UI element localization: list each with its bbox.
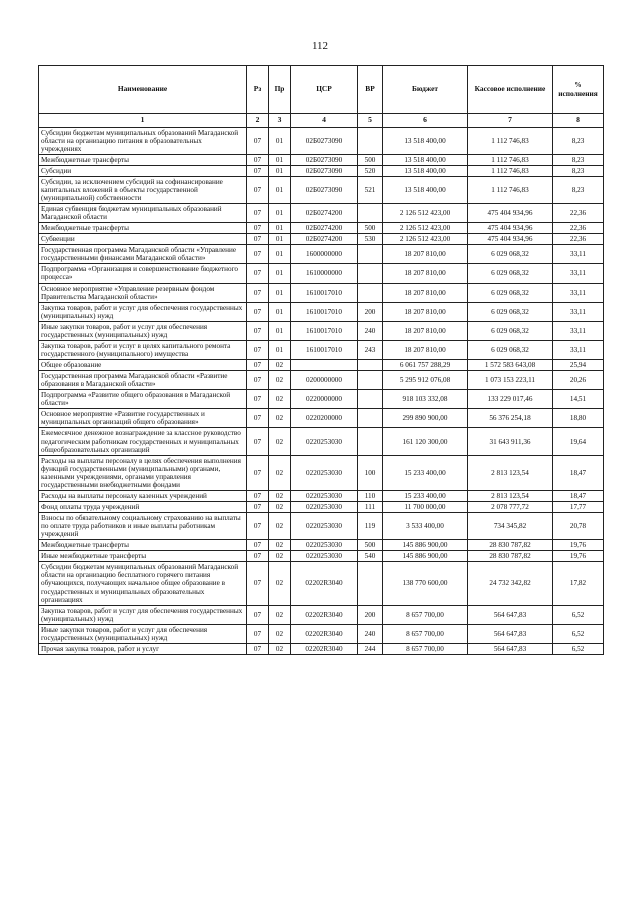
- cell-rz: 07: [247, 643, 269, 654]
- cell-csr: 0220253030: [291, 501, 358, 512]
- table-row: [39, 360, 604, 371]
- cell-vr: 540: [358, 551, 383, 562]
- cell-pr: 02: [269, 643, 291, 654]
- cell-pr: 01: [269, 234, 291, 245]
- cell-vr: [358, 428, 383, 455]
- cell-kassa: 56 376 254,18: [468, 409, 553, 428]
- cell-rz: 07: [247, 223, 269, 234]
- cell-rz: 07: [247, 360, 269, 371]
- cell-rz: 07: [247, 264, 269, 283]
- column-number: 1: [39, 114, 247, 128]
- cell-pr: 02: [269, 501, 291, 512]
- cell-name: Подпрограмма «Развитие общего образования в Магаданской области»: [39, 390, 247, 409]
- cell-vr: 500: [358, 223, 383, 234]
- cell-pct: 22,36: [553, 234, 604, 245]
- cell-pct: 22,36: [553, 223, 604, 234]
- cell-vr: 521: [358, 176, 383, 203]
- cell-name: Основное мероприятие «Развитие государственных и муниципальных организаций общего образования»: [39, 409, 247, 428]
- cell-budget: 18 207 810,00: [383, 302, 468, 321]
- table-row: [39, 223, 604, 234]
- cell-name: Субсидии бюджетам муниципальных образований Магаданской области на организацию бесплатного горячего питания обучающихся, получающих начальное общее образование в государственных и муниципальных образовательных организациях: [39, 562, 247, 605]
- column-number: 4: [291, 114, 358, 128]
- cell-pr: 01: [269, 264, 291, 283]
- table-row: [39, 165, 604, 176]
- table-row: [39, 409, 604, 428]
- cell-pr: 01: [269, 321, 291, 340]
- cell-name: Государственная программа Магаданской области «Развитие образования в Магаданской области»: [39, 371, 247, 390]
- cell-rz: 07: [247, 605, 269, 624]
- cell-rz: 07: [247, 501, 269, 512]
- cell-budget: 18 207 810,00: [383, 283, 468, 302]
- cell-pr: 01: [269, 204, 291, 223]
- cell-pr: 02: [269, 513, 291, 540]
- table-row: [39, 371, 604, 390]
- cell-kassa: 133 229 017,46: [468, 390, 553, 409]
- cell-pct: 19,64: [553, 428, 604, 455]
- cell-name: Фонд оплаты труда учреждений: [39, 501, 247, 512]
- cell-rz: 07: [247, 428, 269, 455]
- cell-rz: 07: [247, 245, 269, 264]
- cell-budget: 13 518 400,00: [383, 165, 468, 176]
- cell-vr: [358, 127, 383, 154]
- cell-vr: 240: [358, 321, 383, 340]
- cell-name: Субвенции: [39, 234, 247, 245]
- cell-pct: 14,51: [553, 390, 604, 409]
- table-row: [39, 302, 604, 321]
- table-row: [39, 283, 604, 302]
- cell-pct: 18,47: [553, 455, 604, 490]
- column-number: 7: [468, 114, 553, 128]
- cell-budget: 15 233 400,00: [383, 490, 468, 501]
- cell-vr: 500: [358, 540, 383, 551]
- cell-csr: 1610017010: [291, 321, 358, 340]
- cell-kassa: 6 029 068,32: [468, 340, 553, 359]
- table-row: [39, 605, 604, 624]
- cell-csr: 02202R3040: [291, 624, 358, 643]
- cell-name: Межбюджетные трансферты: [39, 223, 247, 234]
- cell-name: Государственная программа Магаданской области «Управление государственными финансами Магаданской области»: [39, 245, 247, 264]
- cell-pct: 33,11: [553, 283, 604, 302]
- cell-vr: 200: [358, 605, 383, 624]
- cell-kassa: 2 813 123,54: [468, 455, 553, 490]
- cell-kassa: 1 112 746,83: [468, 127, 553, 154]
- cell-vr: [358, 283, 383, 302]
- cell-budget: 13 518 400,00: [383, 154, 468, 165]
- cell-kassa: 6 029 068,32: [468, 245, 553, 264]
- table-row: [39, 513, 604, 540]
- cell-csr: 1610017010: [291, 283, 358, 302]
- cell-name: Расходы на выплаты персоналу в целях обеспечения выполнения функций государственными (муниципальными) органами, казенными учреждениями, органами управления государственными внебюджетными фондами: [39, 455, 247, 490]
- cell-rz: 07: [247, 127, 269, 154]
- cell-budget: 11 700 000,00: [383, 501, 468, 512]
- cell-pr: 02: [269, 390, 291, 409]
- cell-rz: 07: [247, 204, 269, 223]
- cell-vr: 500: [358, 154, 383, 165]
- cell-csr: 1610017010: [291, 302, 358, 321]
- cell-pct: 33,11: [553, 302, 604, 321]
- table-row: [39, 562, 604, 605]
- cell-budget: 138 770 600,00: [383, 562, 468, 605]
- budget-table: [38, 65, 604, 655]
- cell-csr: 0220000000: [291, 390, 358, 409]
- cell-pct: 18,80: [553, 409, 604, 428]
- cell-csr: 0200000000: [291, 371, 358, 390]
- table-row: [39, 455, 604, 490]
- column-number: 3: [269, 114, 291, 128]
- cell-pct: 33,11: [553, 264, 604, 283]
- cell-kassa: 28 830 787,82: [468, 540, 553, 551]
- table-row: [39, 245, 604, 264]
- header-rz: Рз: [247, 66, 269, 114]
- cell-name: Ежемесячное денежное вознаграждение за классное руководство педагогическим работникам государственных и муниципальных общеобразовательных организаций: [39, 428, 247, 455]
- cell-csr: 02Б0273090: [291, 165, 358, 176]
- cell-name: Прочая закупка товаров, работ и услуг: [39, 643, 247, 654]
- cell-kassa: 6 029 068,32: [468, 321, 553, 340]
- cell-budget: 18 207 810,00: [383, 340, 468, 359]
- cell-rz: 07: [247, 551, 269, 562]
- cell-vr: 243: [358, 340, 383, 359]
- cell-kassa: 2 813 123,54: [468, 490, 553, 501]
- cell-pct: 8,23: [553, 127, 604, 154]
- cell-name: Субсидии, за исключением субсидий на софинансирование капитальных вложений в объекты государственной (муниципальной) собственности: [39, 176, 247, 203]
- table-row: [39, 643, 604, 654]
- cell-rz: 07: [247, 562, 269, 605]
- cell-pct: 33,11: [553, 321, 604, 340]
- cell-name: Иные закупки товаров, работ и услуг для обеспечения государственных (муниципальных) нужд: [39, 624, 247, 643]
- cell-name: Закупка товаров, работ и услуг для обеспечения государственных (муниципальных) нужд: [39, 605, 247, 624]
- cell-name: Взносы по обязательному социальному страхованию на выплаты по оплате труда работников и иные выплаты работникам учреждений: [39, 513, 247, 540]
- cell-name: Закупка товаров, работ и услуг в целях капитального ремонта государственного (муниципального) имущества: [39, 340, 247, 359]
- cell-vr: 100: [358, 455, 383, 490]
- table-row: [39, 390, 604, 409]
- cell-kassa: 2 078 777,72: [468, 501, 553, 512]
- cell-budget: 18 207 810,00: [383, 245, 468, 264]
- column-number: 5: [358, 114, 383, 128]
- cell-kassa: 31 643 911,36: [468, 428, 553, 455]
- cell-kassa: 564 647,83: [468, 605, 553, 624]
- cell-rz: 07: [247, 302, 269, 321]
- cell-kassa: 734 345,82: [468, 513, 553, 540]
- cell-vr: 119: [358, 513, 383, 540]
- cell-kassa: 6 029 068,32: [468, 264, 553, 283]
- column-number: 6: [383, 114, 468, 128]
- cell-name: Межбюджетные трансферты: [39, 154, 247, 165]
- cell-budget: 161 120 300,00: [383, 428, 468, 455]
- cell-pr: 01: [269, 154, 291, 165]
- cell-pr: 01: [269, 245, 291, 264]
- cell-budget: 8 657 700,00: [383, 605, 468, 624]
- cell-csr: 0220253030: [291, 540, 358, 551]
- cell-budget: 8 657 700,00: [383, 624, 468, 643]
- cell-vr: [358, 371, 383, 390]
- cell-pr: 02: [269, 360, 291, 371]
- cell-kassa: 6 029 068,32: [468, 283, 553, 302]
- cell-rz: 07: [247, 513, 269, 540]
- cell-name: Иные межбюджетные трансферты: [39, 551, 247, 562]
- cell-name: Субсидии: [39, 165, 247, 176]
- header-kassa: Кассовое исполнение: [468, 66, 553, 114]
- table-row: [39, 154, 604, 165]
- cell-rz: 07: [247, 283, 269, 302]
- cell-pct: 33,11: [553, 245, 604, 264]
- cell-rz: 07: [247, 176, 269, 203]
- cell-pr: 02: [269, 624, 291, 643]
- cell-vr: [358, 562, 383, 605]
- cell-pr: 02: [269, 490, 291, 501]
- cell-rz: 07: [247, 490, 269, 501]
- header-pct: % исполнения: [553, 66, 604, 114]
- table-row: [39, 264, 604, 283]
- cell-rz: 07: [247, 455, 269, 490]
- cell-csr: 02Б0274200: [291, 204, 358, 223]
- cell-vr: 110: [358, 490, 383, 501]
- cell-kassa: 1 112 746,83: [468, 154, 553, 165]
- cell-pr: 01: [269, 127, 291, 154]
- cell-name: Подпрограмма «Организация и совершенствование бюджетного процесса»: [39, 264, 247, 283]
- cell-pct: 20,26: [553, 371, 604, 390]
- cell-pct: 33,11: [553, 340, 604, 359]
- cell-pct: 19,76: [553, 551, 604, 562]
- cell-kassa: 475 404 934,96: [468, 204, 553, 223]
- cell-csr: 0220253030: [291, 551, 358, 562]
- cell-vr: [358, 245, 383, 264]
- cell-rz: 07: [247, 371, 269, 390]
- cell-csr: 02Б0273090: [291, 176, 358, 203]
- cell-rz: 07: [247, 154, 269, 165]
- table-row: [39, 428, 604, 455]
- table-row: [39, 176, 604, 203]
- cell-pct: 18,47: [553, 490, 604, 501]
- cell-budget: 2 126 512 423,00: [383, 234, 468, 245]
- cell-name: Субсидии бюджетам муниципальных образований Магаданской области на организацию питания в образовательных учреждениях: [39, 127, 247, 154]
- cell-kassa: 564 647,83: [468, 624, 553, 643]
- cell-budget: 145 886 900,00: [383, 540, 468, 551]
- cell-rz: 07: [247, 234, 269, 245]
- header-pr: Пр: [269, 66, 291, 114]
- cell-rz: 07: [247, 540, 269, 551]
- cell-vr: 244: [358, 643, 383, 654]
- cell-name: Расходы на выплаты персоналу казенных учреждений: [39, 490, 247, 501]
- table-row: [39, 501, 604, 512]
- cell-kassa: 6 029 068,32: [468, 302, 553, 321]
- cell-pr: 02: [269, 455, 291, 490]
- cell-pct: 8,23: [553, 154, 604, 165]
- cell-csr: 0220253030: [291, 428, 358, 455]
- cell-name: Основное мероприятие «Управление резервным фондом Правительства Магаданской области»: [39, 283, 247, 302]
- cell-rz: 07: [247, 409, 269, 428]
- cell-pr: 02: [269, 562, 291, 605]
- cell-vr: [358, 204, 383, 223]
- cell-kassa: 1 112 746,83: [468, 176, 553, 203]
- cell-budget: 13 518 400,00: [383, 127, 468, 154]
- cell-pct: 22,36: [553, 204, 604, 223]
- cell-pr: 01: [269, 340, 291, 359]
- cell-kassa: 564 647,83: [468, 643, 553, 654]
- cell-vr: [358, 390, 383, 409]
- cell-name: Иные закупки товаров, работ и услуг для обеспечения государственных (муниципальных) нужд: [39, 321, 247, 340]
- cell-vr: 200: [358, 302, 383, 321]
- cell-name: Общее образование: [39, 360, 247, 371]
- cell-csr: 02Б0274200: [291, 223, 358, 234]
- cell-pct: 19,76: [553, 540, 604, 551]
- cell-budget: 8 657 700,00: [383, 643, 468, 654]
- cell-pr: 01: [269, 283, 291, 302]
- cell-budget: 18 207 810,00: [383, 321, 468, 340]
- cell-pct: 17,82: [553, 562, 604, 605]
- cell-pct: 6,52: [553, 643, 604, 654]
- table-row: [39, 490, 604, 501]
- cell-kassa: 28 830 787,82: [468, 551, 553, 562]
- cell-pr: 02: [269, 605, 291, 624]
- cell-pct: 6,52: [553, 605, 604, 624]
- table-row: [39, 127, 604, 154]
- cell-kassa: 1 073 153 223,11: [468, 371, 553, 390]
- cell-budget: 13 518 400,00: [383, 176, 468, 203]
- header-vr: ВР: [358, 66, 383, 114]
- cell-pct: 8,23: [553, 176, 604, 203]
- cell-vr: 530: [358, 234, 383, 245]
- cell-pct: 8,23: [553, 165, 604, 176]
- header-csr: ЦСР: [291, 66, 358, 114]
- cell-vr: [358, 409, 383, 428]
- cell-pct: 20,78: [553, 513, 604, 540]
- table-row: [39, 340, 604, 359]
- cell-pr: 02: [269, 551, 291, 562]
- cell-budget: 2 126 512 423,00: [383, 204, 468, 223]
- cell-csr: 0220253030: [291, 513, 358, 540]
- column-number: 8: [553, 114, 604, 128]
- cell-name: Межбюджетные трансферты: [39, 540, 247, 551]
- cell-budget: 18 207 810,00: [383, 264, 468, 283]
- cell-budget: 299 890 900,00: [383, 409, 468, 428]
- column-number: 2: [247, 114, 269, 128]
- table-row: [39, 234, 604, 245]
- cell-pct: 17,77: [553, 501, 604, 512]
- cell-csr: 1600000000: [291, 245, 358, 264]
- cell-pr: 01: [269, 165, 291, 176]
- table-row: [39, 204, 604, 223]
- cell-rz: 07: [247, 321, 269, 340]
- cell-budget: 6 061 757 288,29: [383, 360, 468, 371]
- cell-csr: 02Б0274200: [291, 234, 358, 245]
- cell-kassa: 1 572 583 643,08: [468, 360, 553, 371]
- cell-csr: 02202R3040: [291, 643, 358, 654]
- cell-csr: 02202R3040: [291, 605, 358, 624]
- cell-budget: 3 533 400,00: [383, 513, 468, 540]
- cell-csr: 02Б0273090: [291, 154, 358, 165]
- cell-kassa: 475 404 934,96: [468, 234, 553, 245]
- page-number: 112: [311, 40, 329, 52]
- cell-csr: [291, 360, 358, 371]
- header-budget: Бюджет: [383, 66, 468, 114]
- cell-csr: 0220200000: [291, 409, 358, 428]
- cell-budget: 145 886 900,00: [383, 551, 468, 562]
- cell-budget: 918 103 332,08: [383, 390, 468, 409]
- header-row: [39, 66, 604, 114]
- table-row: [39, 321, 604, 340]
- cell-vr: 240: [358, 624, 383, 643]
- cell-pr: 02: [269, 540, 291, 551]
- cell-pct: 6,52: [553, 624, 604, 643]
- cell-rz: 07: [247, 390, 269, 409]
- cell-csr: 02202R3040: [291, 562, 358, 605]
- cell-pr: 01: [269, 223, 291, 234]
- table-row: [39, 624, 604, 643]
- header-name: Наименование: [39, 66, 247, 114]
- cell-kassa: 475 404 934,96: [468, 223, 553, 234]
- cell-pct: 25,94: [553, 360, 604, 371]
- cell-pr: 01: [269, 176, 291, 203]
- column-number-row: [39, 114, 604, 128]
- cell-rz: 07: [247, 624, 269, 643]
- cell-budget: 5 295 912 076,08: [383, 371, 468, 390]
- cell-rz: 07: [247, 165, 269, 176]
- cell-csr: 1610000000: [291, 264, 358, 283]
- cell-name: Единая субвенция бюджетам муниципальных образований Магаданской области: [39, 204, 247, 223]
- cell-csr: 0220253030: [291, 455, 358, 490]
- cell-rz: 07: [247, 340, 269, 359]
- cell-kassa: 24 732 342,82: [468, 562, 553, 605]
- cell-csr: 0220253030: [291, 490, 358, 501]
- cell-vr: 520: [358, 165, 383, 176]
- cell-name: Закупка товаров, работ и услуг для обеспечения государственных (муниципальных) нужд: [39, 302, 247, 321]
- cell-csr: 02Б0273090: [291, 127, 358, 154]
- cell-vr: [358, 264, 383, 283]
- cell-csr: 1610017010: [291, 340, 358, 359]
- cell-pr: 02: [269, 428, 291, 455]
- cell-vr: 111: [358, 501, 383, 512]
- cell-budget: 15 233 400,00: [383, 455, 468, 490]
- cell-vr: [358, 360, 383, 371]
- cell-pr: 02: [269, 371, 291, 390]
- cell-kassa: 1 112 746,83: [468, 165, 553, 176]
- table-row: [39, 540, 604, 551]
- table-row: [39, 551, 604, 562]
- cell-pr: 02: [269, 409, 291, 428]
- cell-pr: 01: [269, 302, 291, 321]
- table-body: [39, 127, 604, 654]
- cell-budget: 2 126 512 423,00: [383, 223, 468, 234]
